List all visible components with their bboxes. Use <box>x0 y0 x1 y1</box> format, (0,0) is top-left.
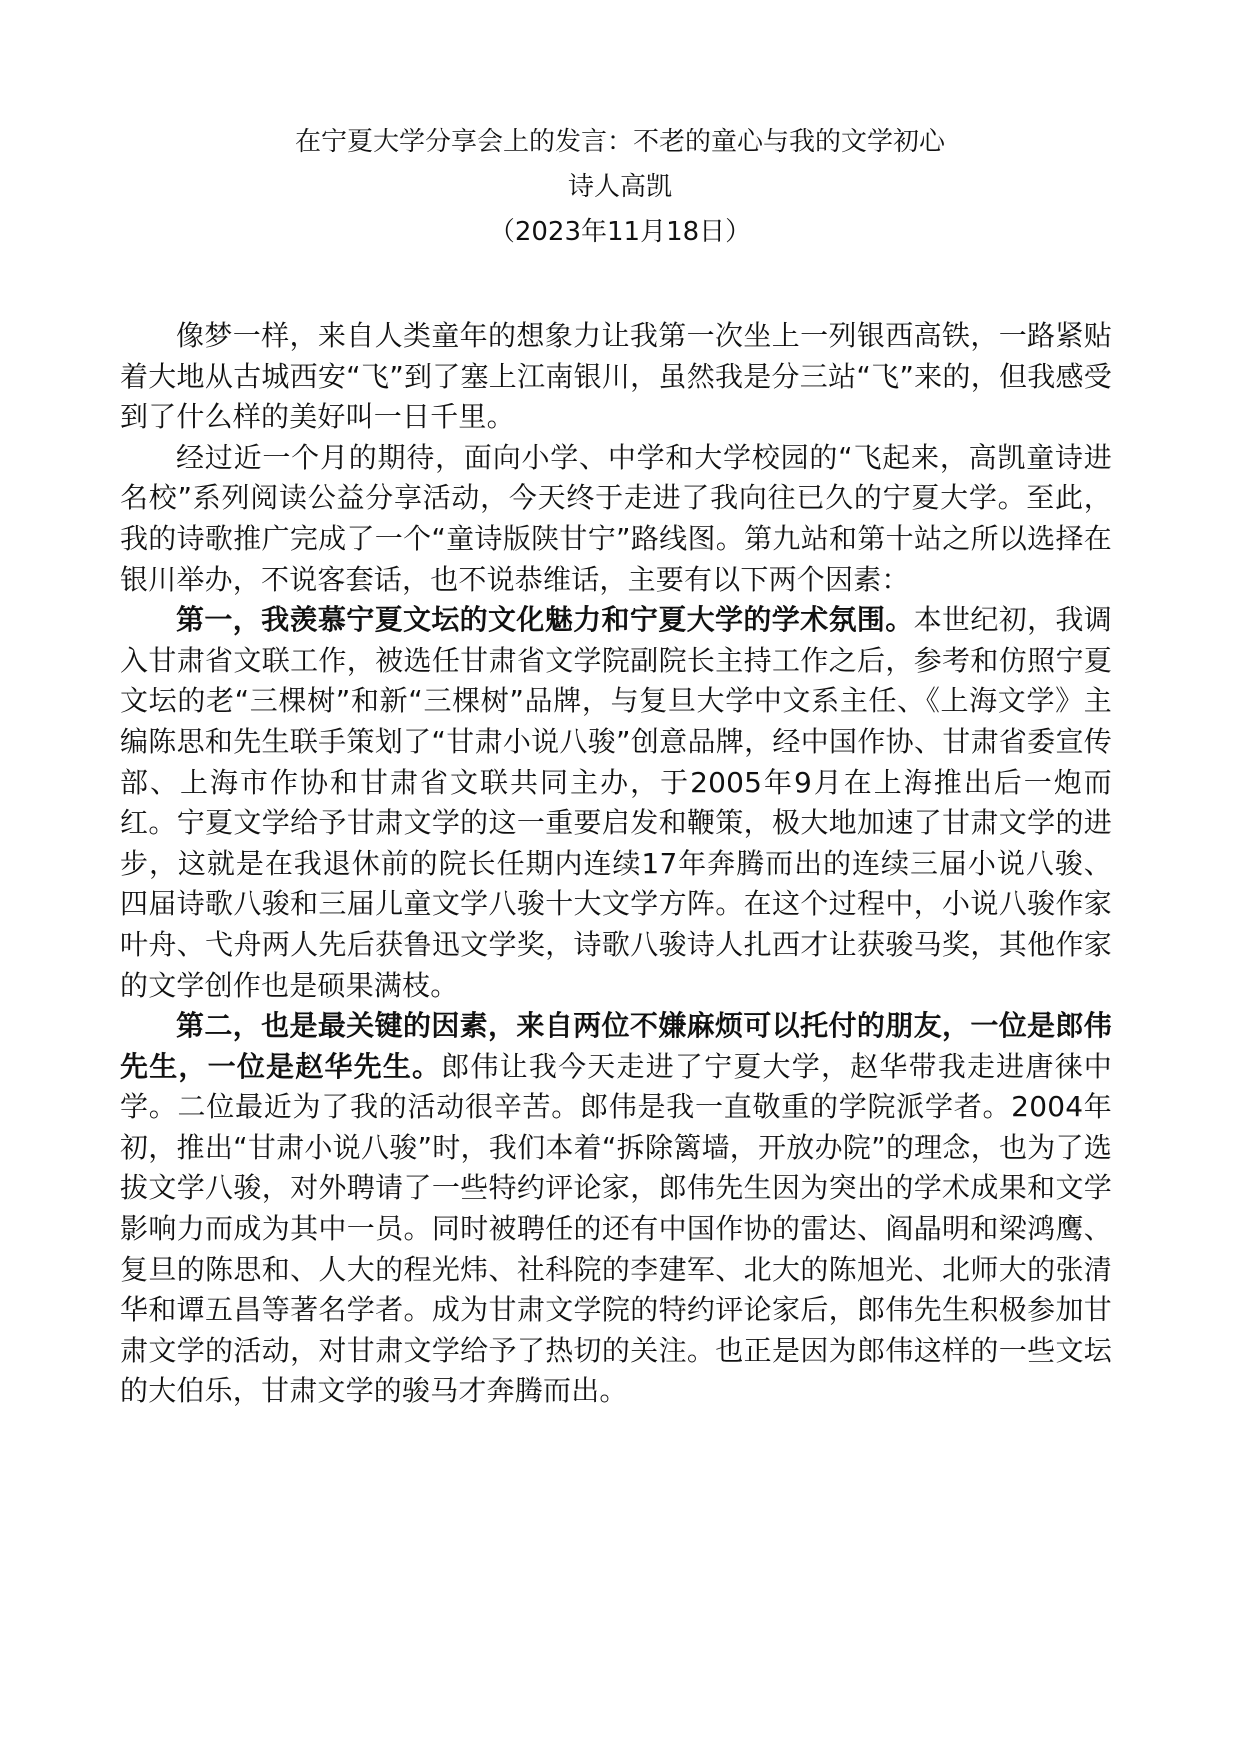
document-header <box>0 120 1240 255</box>
paragraph-4-lead: 第二，也是最关键的因素，来自两位不嫌麻烦可以托付的朋友，一位是郎伟先生，一位是赵华先生。 <box>120 1009 1112 1083</box>
paragraph-3-text: 本世纪初，我调入甘肃省文联工作，被选任甘肃省文学院副院长主持工作之后，参考和仿照宁夏文坛的老“三棵树”和新“三棵树”品牌，与复旦大学中文系主任、《上海文学》主编陈思和先生联手策划了“甘肃小说八骏”创意品牌，经中国作协、甘肃省委宣传部、上海市作协和甘肃省文联共同主办，于2005年9月在上海推出后一炮而红。宁夏文学给予甘肃文学的这一重要启发和鞭策，极大地加速了甘肃文学的进步，这就是在我退休前的院长任期内连续17年奔腾而出的连续三届小说八骏、四届诗歌八骏和三届儿童文学八骏十大文学方阵。在这个过程中，小说八骏作家叶舟、弋舟两人先后获鲁迅文学奖，诗歌八骏诗人扎西才让获骏马奖，其他作家的文学创作也是硕果满枝。 <box>120 603 1113 1002</box>
paragraph-4-text: 郎伟让我今天走进了宁夏大学，赵华带我走进唐徕中学。二位最近为了我的活动很辛苦。郎伟是我一直敬重的学院派学者。2004年初，推出“甘肃小说八骏”时，我们本着“拆除篱墙，开放办院”的理念，也为了选拔文学八骏，对外聘请了一些特约评论家，郎伟先生因为突出的学术成果和文学影响力而成为其中一员。同时被聘任的还有中国作协的雷达、阎晶明和梁鸿鹰、复旦的陈思和、人大的程光炜、社科院的李建军、北大的陈旭光、北师大的张清华和谭五昌等著名学者。成为甘肃文学院的特约评论家后，郎伟先生积极参加甘肃文学的活动，对甘肃文学给予了热切的关注。也正是因为郎伟这样的一些文坛的大伯乐，甘肃文学的骏马才奔腾而出。 <box>120 1049 1112 1408</box>
paragraph-3 <box>120 600 1112 1006</box>
paragraph-3-lead: 第一，我羡慕宁夏文坛的文化魅力和宁夏大学的学术氛围。 <box>176 603 914 637</box>
paragraph-2-text: 经过近一个月的期待，面向小学、中学和大学校园的“飞起来，高凯童诗进名校”系列阅读公益分享活动，今天终于走进了我向往已久的宁夏大学。至此，我的诗歌推广完成了一个“童诗版陕甘宁”路线图。第九站和第十站之所以选择在银川举办，不说客套话，也不说恭维话，主要有以下两个因素： <box>120 440 1112 596</box>
document-date: （2023年11月18日） <box>488 217 752 247</box>
document-author: 诗人高凯 <box>567 172 672 202</box>
paragraph-2 <box>120 438 1112 600</box>
paragraph-1-text: 像梦一样，来自人类童年的想象力让我第一次坐上一列银西高铁，一路紧贴着大地从古城西安“飞”到了塞上江南银川，虽然我是分三站“飞”来的，但我感受到了什么样的美好叫一日千里。 <box>120 319 1112 434</box>
paragraph-4 <box>120 1006 1112 1412</box>
document-title: 在宁夏大学分享会上的发言：不老的童心与我的文学初心 <box>294 127 945 157</box>
paragraph-1 <box>120 316 1112 438</box>
document-body <box>120 316 1112 1412</box>
